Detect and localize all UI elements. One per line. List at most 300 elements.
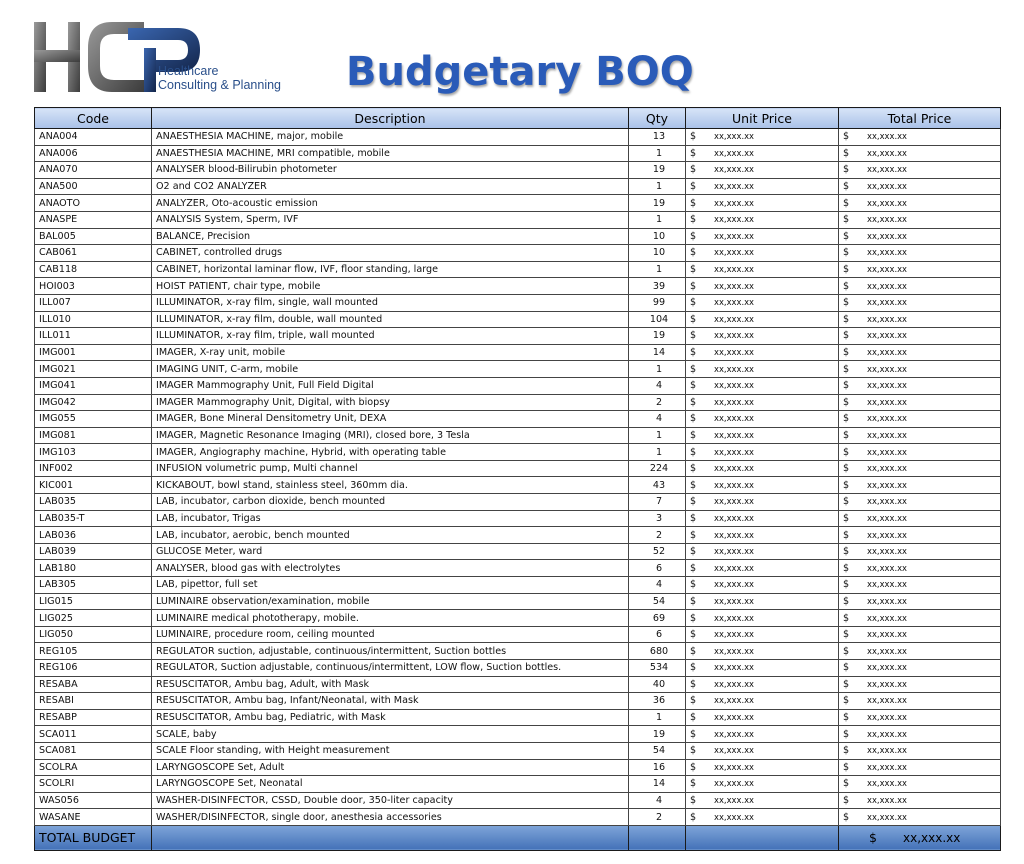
item-description: LUMINAIRE medical phototherapy, mobile. bbox=[152, 610, 629, 627]
currency-symbol: $ bbox=[690, 529, 697, 541]
currency-symbol: $ bbox=[690, 347, 697, 359]
item-total-price: xx,xxx.xx bbox=[867, 479, 908, 490]
table-row bbox=[35, 709, 1001, 726]
currency-symbol: $ bbox=[843, 728, 850, 740]
item-unit-price-cell bbox=[686, 460, 839, 477]
item-description: RESUSCITATOR, Ambu bag, Pediatric, with Mask bbox=[152, 709, 629, 726]
item-total-price: xx,xxx.xx bbox=[867, 164, 908, 175]
item-total-price: xx,xxx.xx bbox=[867, 181, 908, 192]
item-qty: 104 bbox=[629, 311, 686, 328]
item-unit-price: xx,xxx.xx bbox=[714, 529, 755, 540]
table-row bbox=[35, 693, 1001, 710]
currency-symbol: $ bbox=[690, 380, 697, 392]
item-qty: 2 bbox=[629, 394, 686, 411]
item-unit-price-cell bbox=[686, 427, 839, 444]
currency-symbol: $ bbox=[843, 695, 850, 707]
item-total-price: xx,xxx.xx bbox=[867, 496, 908, 507]
item-total-price-cell bbox=[839, 211, 1001, 228]
item-unit-price: xx,xxx.xx bbox=[714, 264, 755, 275]
item-description: GLUCOSE Meter, ward bbox=[152, 543, 629, 560]
item-unit-price-cell bbox=[686, 477, 839, 494]
item-total-price: xx,xxx.xx bbox=[867, 330, 908, 341]
item-total-price: xx,xxx.xx bbox=[867, 429, 908, 440]
item-unit-price: xx,xxx.xx bbox=[714, 595, 755, 606]
item-description: LARYNGOSCOPE Set, Adult bbox=[152, 759, 629, 776]
item-unit-price: xx,xxx.xx bbox=[714, 662, 755, 673]
item-total-price: xx,xxx.xx bbox=[867, 297, 908, 308]
item-total-price: xx,xxx.xx bbox=[867, 695, 908, 706]
item-unit-price-cell bbox=[686, 211, 839, 228]
item-code: INF002 bbox=[35, 460, 152, 477]
item-description: LAB, incubator, aerobic, bench mounted bbox=[152, 527, 629, 544]
item-unit-price: xx,xxx.xx bbox=[714, 479, 755, 490]
item-total-price: xx,xxx.xx bbox=[867, 645, 908, 656]
item-total-price: xx,xxx.xx bbox=[867, 712, 908, 723]
currency-symbol: $ bbox=[690, 728, 697, 740]
item-unit-price-cell bbox=[686, 626, 839, 643]
item-total-price: xx,xxx.xx bbox=[867, 529, 908, 540]
item-code: KIC001 bbox=[35, 477, 152, 494]
item-qty: 6 bbox=[629, 626, 686, 643]
item-unit-price: xx,xxx.xx bbox=[714, 147, 755, 158]
item-description: ILLUMINATOR, x-ray film, triple, wall mounted bbox=[152, 328, 629, 345]
currency-symbol: $ bbox=[690, 264, 697, 276]
currency-symbol: $ bbox=[843, 131, 850, 143]
item-code: LIG015 bbox=[35, 593, 152, 610]
item-qty: 14 bbox=[629, 776, 686, 793]
item-qty: 99 bbox=[629, 294, 686, 311]
item-description: LAB, incubator, Trigas bbox=[152, 510, 629, 527]
item-unit-price: xx,xxx.xx bbox=[714, 164, 755, 175]
currency-symbol: $ bbox=[690, 612, 697, 624]
item-total-price: xx,xxx.xx bbox=[867, 446, 908, 457]
item-total-price-cell bbox=[839, 610, 1001, 627]
item-unit-price: xx,xxx.xx bbox=[714, 330, 755, 341]
item-code: IMG055 bbox=[35, 411, 152, 428]
item-qty: 1 bbox=[629, 427, 686, 444]
item-unit-price: xx,xxx.xx bbox=[714, 512, 755, 523]
item-unit-price: xx,xxx.xx bbox=[714, 197, 755, 208]
boq-table bbox=[34, 107, 1001, 851]
currency-symbol: $ bbox=[690, 131, 697, 143]
item-total-price: xx,xxx.xx bbox=[867, 396, 908, 407]
item-total-price: xx,xxx.xx bbox=[867, 230, 908, 241]
currency-symbol: $ bbox=[843, 247, 850, 259]
item-description: ANALYZER, Oto-acoustic emission bbox=[152, 195, 629, 212]
item-total-price-cell bbox=[839, 427, 1001, 444]
item-code: SCOLRA bbox=[35, 759, 152, 776]
item-description: ANAESTHESIA MACHINE, MRI compatible, mobile bbox=[152, 145, 629, 162]
item-code: IMG001 bbox=[35, 344, 152, 361]
item-description: IMAGER, X-ray unit, mobile bbox=[152, 344, 629, 361]
item-total-price: xx,xxx.xx bbox=[867, 280, 908, 291]
currency-symbol: $ bbox=[843, 745, 850, 757]
item-total-price: xx,xxx.xx bbox=[867, 380, 908, 391]
item-code: RESABP bbox=[35, 709, 152, 726]
table-row bbox=[35, 792, 1001, 809]
currency-symbol: $ bbox=[843, 479, 850, 491]
item-qty: 40 bbox=[629, 676, 686, 693]
item-description: IMAGING UNIT, C-arm, mobile bbox=[152, 361, 629, 378]
currency-symbol: $ bbox=[843, 662, 850, 674]
item-unit-price-cell bbox=[686, 726, 839, 743]
item-total-price-cell bbox=[839, 328, 1001, 345]
item-unit-price-cell bbox=[686, 394, 839, 411]
item-code: BAL005 bbox=[35, 228, 152, 245]
currency-symbol: $ bbox=[843, 230, 850, 242]
currency-symbol: $ bbox=[843, 330, 850, 342]
currency-symbol: $ bbox=[690, 546, 697, 558]
item-total-price: xx,xxx.xx bbox=[867, 745, 908, 756]
item-total-price: xx,xxx.xx bbox=[867, 612, 908, 623]
table-row bbox=[35, 577, 1001, 594]
item-qty: 1 bbox=[629, 261, 686, 278]
currency-symbol: $ bbox=[690, 629, 697, 641]
item-total-price-cell bbox=[839, 676, 1001, 693]
item-code: SCA011 bbox=[35, 726, 152, 743]
item-unit-price-cell bbox=[686, 676, 839, 693]
item-qty: 1 bbox=[629, 361, 686, 378]
item-code: RESABI bbox=[35, 693, 152, 710]
item-unit-price-cell bbox=[686, 560, 839, 577]
item-code: LAB039 bbox=[35, 543, 152, 560]
table-row bbox=[35, 726, 1001, 743]
currency-symbol: $ bbox=[843, 512, 850, 524]
item-code: IMG021 bbox=[35, 361, 152, 378]
item-unit-price-cell bbox=[686, 195, 839, 212]
item-unit-price-cell bbox=[686, 809, 839, 826]
item-unit-price: xx,xxx.xx bbox=[714, 247, 755, 258]
item-total-price: xx,xxx.xx bbox=[867, 512, 908, 523]
item-total-price: xx,xxx.xx bbox=[867, 363, 908, 374]
table-row bbox=[35, 610, 1001, 627]
item-total-price-cell bbox=[839, 494, 1001, 511]
currency-symbol: $ bbox=[690, 761, 697, 773]
item-unit-price-cell bbox=[686, 577, 839, 594]
currency-symbol: $ bbox=[690, 363, 697, 375]
item-total-price-cell bbox=[839, 228, 1001, 245]
currency-symbol: $ bbox=[690, 496, 697, 508]
item-total-price-cell bbox=[839, 178, 1001, 195]
item-qty: 19 bbox=[629, 328, 686, 345]
item-total-price-cell bbox=[839, 361, 1001, 378]
item-qty: 69 bbox=[629, 610, 686, 627]
column-header-unit-price: Unit Price bbox=[686, 108, 839, 129]
item-total-price-cell bbox=[839, 460, 1001, 477]
table-row bbox=[35, 776, 1001, 793]
item-qty: 19 bbox=[629, 162, 686, 179]
table-row bbox=[35, 527, 1001, 544]
item-unit-price-cell bbox=[686, 742, 839, 759]
item-code: RESABA bbox=[35, 676, 152, 693]
currency-symbol: $ bbox=[843, 463, 850, 475]
currency-symbol: $ bbox=[843, 413, 850, 425]
item-total-price-cell bbox=[839, 792, 1001, 809]
table-row bbox=[35, 660, 1001, 677]
item-unit-price: xx,xxx.xx bbox=[714, 396, 755, 407]
column-header-description: Description bbox=[152, 108, 629, 129]
item-code: REG106 bbox=[35, 660, 152, 677]
total-empty-cell bbox=[152, 825, 629, 850]
item-total-price-cell bbox=[839, 444, 1001, 461]
currency-symbol: $ bbox=[690, 181, 697, 193]
total-row bbox=[35, 825, 1001, 850]
table-row bbox=[35, 311, 1001, 328]
item-total-price-cell bbox=[839, 411, 1001, 428]
logo-tagline bbox=[158, 64, 281, 92]
table-row bbox=[35, 377, 1001, 394]
table-row bbox=[35, 444, 1001, 461]
table-row bbox=[35, 510, 1001, 527]
item-unit-price: xx,xxx.xx bbox=[714, 463, 755, 474]
currency-symbol: $ bbox=[690, 247, 697, 259]
item-total-price: xx,xxx.xx bbox=[867, 662, 908, 673]
currency-symbol: $ bbox=[843, 197, 850, 209]
currency-symbol: $ bbox=[690, 645, 697, 657]
item-code: LAB305 bbox=[35, 577, 152, 594]
item-description: ANAESTHESIA MACHINE, major, mobile bbox=[152, 129, 629, 146]
item-description: WASHER/DISINFECTOR, single door, anesthesia accessories bbox=[152, 809, 629, 826]
item-total-price-cell bbox=[839, 759, 1001, 776]
item-description: LAB, pipettor, full set bbox=[152, 577, 629, 594]
item-code: LAB036 bbox=[35, 527, 152, 544]
item-total-price-cell bbox=[839, 543, 1001, 560]
item-code: WASANE bbox=[35, 809, 152, 826]
currency-symbol: $ bbox=[843, 795, 850, 807]
item-code: SCA081 bbox=[35, 742, 152, 759]
currency-symbol: $ bbox=[843, 429, 850, 441]
item-description: IMAGER, Magnetic Resonance Imaging (MRI), closed bore, 3 Tesla bbox=[152, 427, 629, 444]
total-label: TOTAL BUDGET bbox=[35, 825, 152, 850]
item-description: CABINET, controlled drugs bbox=[152, 245, 629, 262]
currency-symbol: $ bbox=[843, 396, 850, 408]
currency-symbol: $ bbox=[690, 712, 697, 724]
currency-symbol: $ bbox=[843, 529, 850, 541]
item-description: ANALYSER, blood gas with electrolytes bbox=[152, 560, 629, 577]
item-qty: 1 bbox=[629, 178, 686, 195]
item-total-price-cell bbox=[839, 510, 1001, 527]
page-title: Budgetary BOQ bbox=[346, 49, 694, 95]
item-description: O2 and CO2 ANALYZER bbox=[152, 178, 629, 195]
item-unit-price-cell bbox=[686, 693, 839, 710]
page-header bbox=[0, 0, 1024, 106]
item-total-price-cell bbox=[839, 129, 1001, 146]
item-qty: 534 bbox=[629, 660, 686, 677]
item-unit-price-cell bbox=[686, 411, 839, 428]
item-total-price-cell bbox=[839, 477, 1001, 494]
item-unit-price-cell bbox=[686, 261, 839, 278]
item-unit-price: xx,xxx.xx bbox=[714, 363, 755, 374]
currency-symbol: $ bbox=[843, 363, 850, 375]
item-unit-price: xx,xxx.xx bbox=[714, 811, 755, 822]
currency-symbol: $ bbox=[843, 612, 850, 624]
item-unit-price-cell bbox=[686, 162, 839, 179]
item-unit-price: xx,xxx.xx bbox=[714, 214, 755, 225]
currency-symbol: $ bbox=[843, 579, 850, 591]
item-qty: 10 bbox=[629, 245, 686, 262]
item-total-price: xx,xxx.xx bbox=[867, 347, 908, 358]
item-qty: 43 bbox=[629, 477, 686, 494]
item-qty: 1 bbox=[629, 145, 686, 162]
item-qty: 6 bbox=[629, 560, 686, 577]
item-total-price: xx,xxx.xx bbox=[867, 629, 908, 640]
currency-symbol: $ bbox=[690, 147, 697, 159]
item-total-price: xx,xxx.xx bbox=[867, 247, 908, 258]
item-unit-price: xx,xxx.xx bbox=[714, 761, 755, 772]
item-total-price: xx,xxx.xx bbox=[867, 463, 908, 474]
item-total-price-cell bbox=[839, 693, 1001, 710]
item-total-price-cell bbox=[839, 344, 1001, 361]
column-header-code: Code bbox=[35, 108, 152, 129]
currency-symbol: $ bbox=[843, 264, 850, 276]
table-row bbox=[35, 278, 1001, 295]
table-body bbox=[35, 129, 1001, 826]
item-qty: 680 bbox=[629, 643, 686, 660]
item-code: IMG042 bbox=[35, 394, 152, 411]
currency-symbol: $ bbox=[690, 778, 697, 790]
company-logo bbox=[32, 18, 292, 98]
currency-symbol: $ bbox=[690, 745, 697, 757]
currency-symbol: $ bbox=[690, 297, 697, 309]
currency-symbol: $ bbox=[843, 164, 850, 176]
item-total-price: xx,xxx.xx bbox=[867, 595, 908, 606]
item-unit-price: xx,xxx.xx bbox=[714, 297, 755, 308]
item-unit-price-cell bbox=[686, 294, 839, 311]
item-unit-price: xx,xxx.xx bbox=[714, 745, 755, 756]
item-unit-price-cell bbox=[686, 510, 839, 527]
item-description: REGULATOR suction, adjustable, continuous/intermittent, Suction bottles bbox=[152, 643, 629, 660]
item-code: LIG025 bbox=[35, 610, 152, 627]
table-row bbox=[35, 494, 1001, 511]
item-unit-price: xx,xxx.xx bbox=[714, 446, 755, 457]
item-total-price-cell bbox=[839, 245, 1001, 262]
item-qty: 4 bbox=[629, 411, 686, 428]
item-unit-price: xx,xxx.xx bbox=[714, 562, 755, 573]
item-description: RESUSCITATOR, Ambu bag, Adult, with Mask bbox=[152, 676, 629, 693]
currency-symbol: $ bbox=[843, 546, 850, 558]
item-code: SCOLRI bbox=[35, 776, 152, 793]
table-row bbox=[35, 195, 1001, 212]
table-row bbox=[35, 245, 1001, 262]
item-description: IMAGER, Angiography machine, Hybrid, with operating table bbox=[152, 444, 629, 461]
currency-symbol: $ bbox=[690, 214, 697, 226]
currency-symbol: $ bbox=[690, 512, 697, 524]
item-total-price: xx,xxx.xx bbox=[867, 413, 908, 424]
currency-symbol: $ bbox=[843, 712, 850, 724]
item-total-price-cell bbox=[839, 776, 1001, 793]
currency-symbol: $ bbox=[690, 313, 697, 325]
item-qty: 1 bbox=[629, 709, 686, 726]
currency-symbol: $ bbox=[843, 214, 850, 226]
table-row bbox=[35, 211, 1001, 228]
table-row bbox=[35, 162, 1001, 179]
item-qty: 36 bbox=[629, 693, 686, 710]
item-description: RESUSCITATOR, Ambu bag, Infant/Neonatal, with Mask bbox=[152, 693, 629, 710]
item-description: BALANCE, Precision bbox=[152, 228, 629, 245]
item-code: HOI003 bbox=[35, 278, 152, 295]
total-currency: $ bbox=[869, 829, 877, 845]
item-code: ILL011 bbox=[35, 328, 152, 345]
item-qty: 19 bbox=[629, 726, 686, 743]
column-header-total-price: Total Price bbox=[839, 108, 1001, 129]
table-row bbox=[35, 759, 1001, 776]
item-description: SCALE, baby bbox=[152, 726, 629, 743]
item-code: LAB035 bbox=[35, 494, 152, 511]
currency-symbol: $ bbox=[843, 147, 850, 159]
table-row bbox=[35, 294, 1001, 311]
item-code: IMG041 bbox=[35, 377, 152, 394]
item-qty: 4 bbox=[629, 577, 686, 594]
currency-symbol: $ bbox=[843, 380, 850, 392]
item-code: IMG103 bbox=[35, 444, 152, 461]
item-description: LAB, incubator, carbon dioxide, bench mounted bbox=[152, 494, 629, 511]
item-qty: 2 bbox=[629, 809, 686, 826]
currency-symbol: $ bbox=[690, 662, 697, 674]
item-unit-price: xx,xxx.xx bbox=[714, 313, 755, 324]
table-row bbox=[35, 643, 1001, 660]
item-unit-price: xx,xxx.xx bbox=[714, 678, 755, 689]
item-total-price-cell bbox=[839, 145, 1001, 162]
item-unit-price-cell bbox=[686, 610, 839, 627]
currency-symbol: $ bbox=[690, 695, 697, 707]
item-description: SCALE Floor standing, with Height measurement bbox=[152, 742, 629, 759]
item-unit-price-cell bbox=[686, 328, 839, 345]
item-unit-price-cell bbox=[686, 660, 839, 677]
item-unit-price: xx,xxx.xx bbox=[714, 429, 755, 440]
item-description: IMAGER Mammography Unit, Full Field Digital bbox=[152, 377, 629, 394]
item-total-price-cell bbox=[839, 311, 1001, 328]
item-qty: 4 bbox=[629, 377, 686, 394]
item-total-price-cell bbox=[839, 261, 1001, 278]
item-total-price: xx,xxx.xx bbox=[867, 264, 908, 275]
item-total-price-cell bbox=[839, 377, 1001, 394]
item-total-price-cell bbox=[839, 593, 1001, 610]
table-row bbox=[35, 809, 1001, 826]
item-unit-price: xx,xxx.xx bbox=[714, 612, 755, 623]
table-row bbox=[35, 394, 1001, 411]
item-qty: 1 bbox=[629, 211, 686, 228]
item-total-price: xx,xxx.xx bbox=[867, 131, 908, 142]
table-row bbox=[35, 676, 1001, 693]
total-empty-cell bbox=[686, 825, 839, 850]
item-total-price-cell bbox=[839, 626, 1001, 643]
currency-symbol: $ bbox=[690, 197, 697, 209]
currency-symbol: $ bbox=[690, 429, 697, 441]
item-total-price-cell bbox=[839, 709, 1001, 726]
item-description: ILLUMINATOR, x-ray film, double, wall mounted bbox=[152, 311, 629, 328]
item-unit-price: xx,xxx.xx bbox=[714, 629, 755, 640]
currency-symbol: $ bbox=[690, 595, 697, 607]
item-unit-price-cell bbox=[686, 178, 839, 195]
item-unit-price-cell bbox=[686, 344, 839, 361]
currency-symbol: $ bbox=[843, 297, 850, 309]
item-unit-price-cell bbox=[686, 311, 839, 328]
item-total-price-cell bbox=[839, 742, 1001, 759]
item-total-price-cell bbox=[839, 278, 1001, 295]
item-total-price-cell bbox=[839, 660, 1001, 677]
currency-symbol: $ bbox=[690, 280, 697, 292]
item-unit-price-cell bbox=[686, 228, 839, 245]
item-code: ILL007 bbox=[35, 294, 152, 311]
item-total-price-cell bbox=[839, 577, 1001, 594]
currency-symbol: $ bbox=[843, 181, 850, 193]
item-total-price-cell bbox=[839, 294, 1001, 311]
item-total-price: xx,xxx.xx bbox=[867, 761, 908, 772]
item-total-price-cell bbox=[839, 809, 1001, 826]
item-unit-price-cell bbox=[686, 543, 839, 560]
currency-symbol: $ bbox=[843, 678, 850, 690]
table-row bbox=[35, 145, 1001, 162]
